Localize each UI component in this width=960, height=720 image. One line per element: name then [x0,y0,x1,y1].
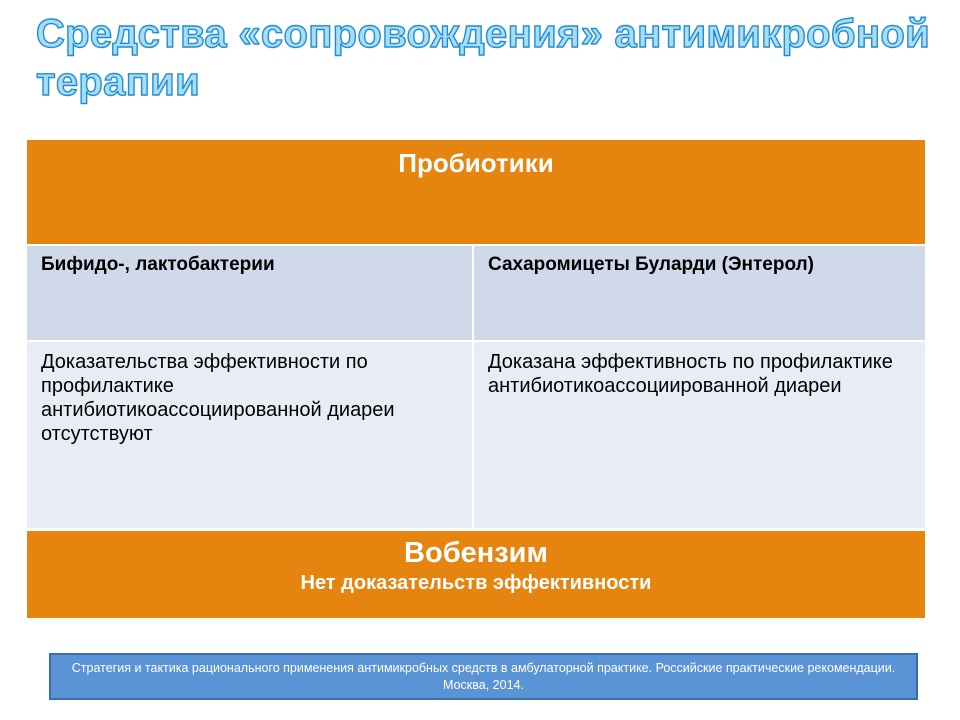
probiotics-table [27,140,925,618]
wobenzym-title: Вобензим [404,537,548,569]
column-header-bifido: Бифидо-, лактобактерии [27,246,472,340]
wobenzym-row [27,531,925,618]
evidence-cell-bifido: Доказательства эффективности по профилактике антибиотикоассоциированной диареи отсутствуют [27,342,472,528]
evidence-cell-saccharomyces: Доказана эффективность по профилактике антибиотикоассоциированной диареи [474,342,925,528]
table-header: Пробиотики [27,140,925,244]
evidence-row [27,342,925,528]
wobenzym-subtitle: Нет доказательств эффективности [300,572,652,594]
reference-box: Стратегия и тактика рационального применения антимикробных средств в амбулаторной практике. Российские практические рекомендации. Москва, 2014. [49,653,918,700]
slide-title: Средства «сопровождения» антимикробной терапии [36,12,930,104]
column-headers-row [27,246,925,340]
column-header-saccharomyces: Сахаромицеты Буларди (Энтерол) [474,246,925,340]
